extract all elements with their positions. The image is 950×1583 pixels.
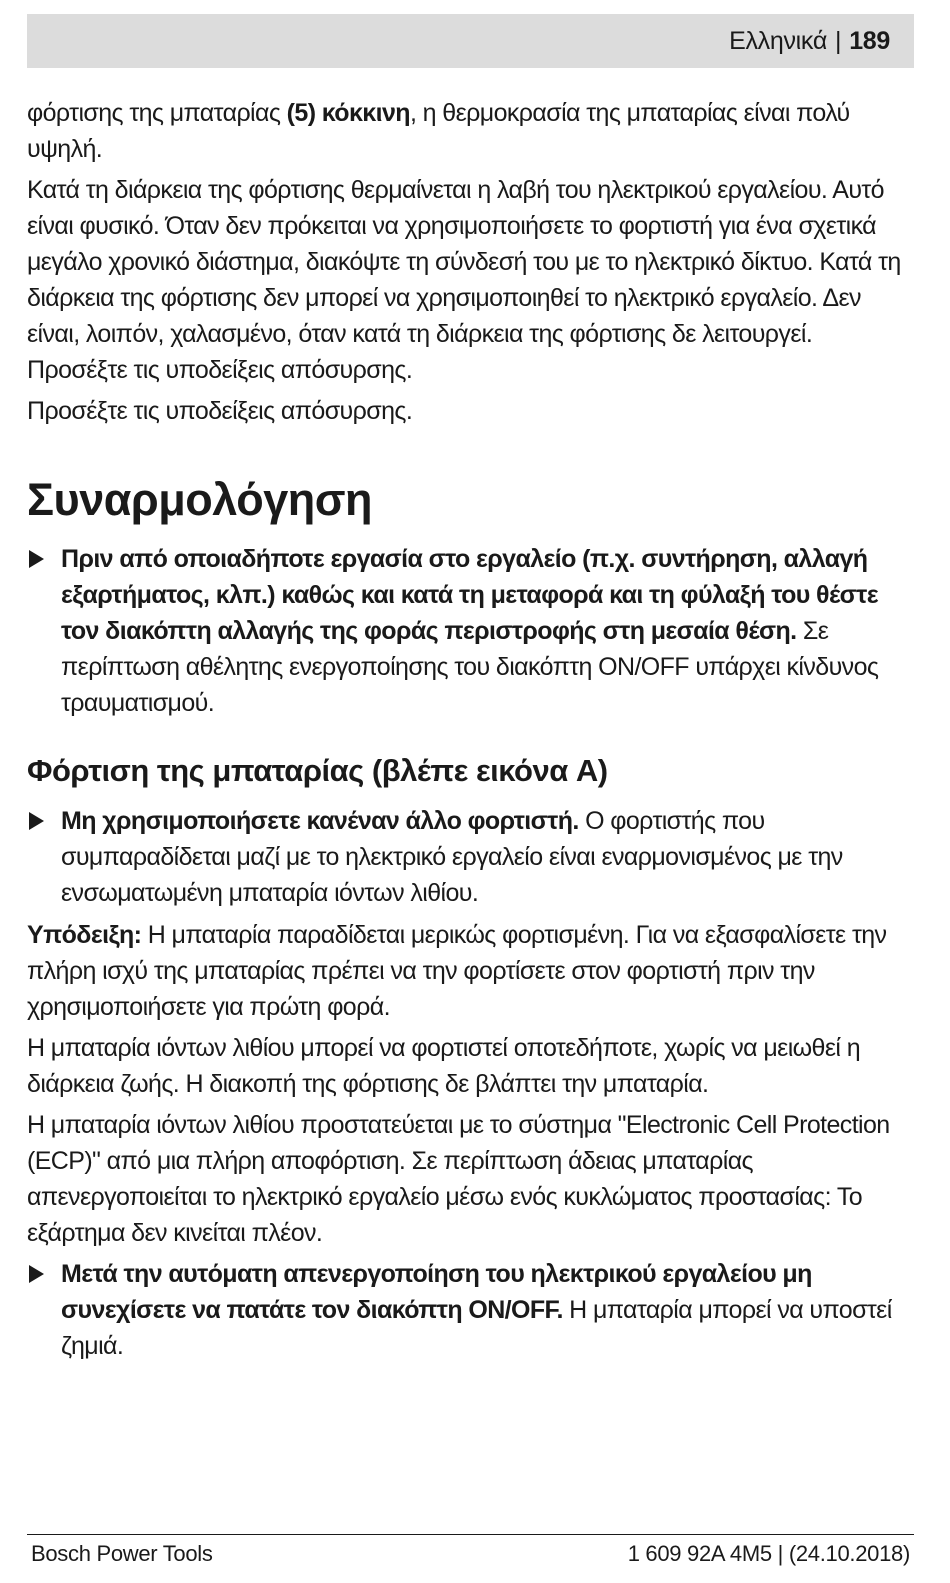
triangle-bullet-icon <box>29 550 44 568</box>
header-separator: | <box>834 26 842 55</box>
page-footer <box>27 1534 914 1567</box>
charger-warning-bold: Μη χρησιμοποιήσετε κανέναν άλλο φορτιστή. <box>61 807 579 835</box>
intro-p1-text: φόρτισης της μπαταρίας <box>27 99 287 127</box>
assembly-warning-bold: Πριν από οποιαδήποτε εργασία στο εργαλείο (π.χ. συντήρηση, αλλαγή εξαρτήματος, κλπ.) καθώς και κατά τη μεταφορά και τη φύλαξή του θέστε τον διακόπτη αλλαγής της φοράς περιστροφής στη μεσαία θέση. <box>61 545 878 645</box>
page-header <box>27 14 914 68</box>
note-label: Υπόδειξη: <box>27 921 142 949</box>
switch-warning-bold: Μετά την αυτόματη απενεργοποίηση του ηλεκτρικού εργαλείου μη συνεχίσετε να πατάτε τον διακόπτη ON/OFF. <box>61 1260 812 1324</box>
footer-doc-id: 1 609 92A 4M5 | (24.10.2018) <box>627 1541 910 1566</box>
switch-warning-text: Η μπαταρία μπορεί να υποστεί ζημιά. <box>61 1296 892 1360</box>
page-number: 189 <box>849 26 890 55</box>
note-paragraph <box>27 917 914 1025</box>
intro-p1-bold: (5) κόκκινη <box>286 99 410 127</box>
assembly-warning-item <box>27 541 914 721</box>
note-text: Η μπαταρία παραδίδεται μερικώς φορτισμένη. Για να εξασφαλίσετε την πλήρη ισχύ της μπαταρίας πρέπει να την φορτίσετε στον φορτιστή πριν την χρησιμοποιήσετε για πρώτη φορά. <box>27 921 887 1021</box>
section-title-charging: Φόρτιση της μπαταρίας (βλέπε εικόνα A) <box>27 753 608 788</box>
intro-p1-text-2: , η θερμοκρασία της μπαταρίας είναι πολύ υψηλή. <box>27 99 850 163</box>
page-body <box>27 95 914 1370</box>
assembly-warning-text: Σε περίπτωση αθέλητης ενεργοποίησης του διακόπτη ON/OFF υπάρχει κίνδυνος τραυματισμού. <box>61 617 879 717</box>
switch-warning-item <box>27 1256 914 1364</box>
intro-paragraph-2: Κατά τη διάρκεια της φόρτισης θερμαίνεται η λαβή του ηλεκτρικού εργαλείου. Αυτό είναι φυσικό. Όταν δεν πρόκειται να χρησιμοποιήσετε το φορτιστή για ένα σχετικά μεγάλο χρονικό διάστημα, διακόψτε τη σύνδεσή του με το ηλεκτρικό δίκτυο. Κατά τη διάρκεια της φόρτισης δεν μπορεί να χρησιμοποιηθεί το ηλεκτρικό εργαλείο. Δεν είναι, λοιπόν, χαλασμένο, όταν κατά τη διάρκεια της φόρτισης δε λειτουργεί. Προσέξτε τις υποδείξεις απόσυρσης. <box>27 176 901 384</box>
header-language: Ελληνικά <box>729 26 827 55</box>
footer-brand: Bosch Power Tools <box>31 1541 213 1566</box>
charging-paragraph-3: Η μπαταρία ιόντων λιθίου προστατεύεται με το σύστημα "Electronic Cell Protection (ECP)" από μια πλήρη αποφόρτιση. Σε περίπτωση άδειας μπαταρίας απενεργοποιείται το ηλεκτρικό εργαλείο μέσω ενός κυκλώματος προστασίας: Το εξάρτημα δεν κινείται πλέον. <box>27 1111 890 1247</box>
intro-paragraph-1 <box>27 95 914 167</box>
intro-paragraph-3: Προσέξτε τις υποδείξεις απόσυρσης. <box>27 397 413 425</box>
charger-warning-item <box>27 803 914 911</box>
triangle-bullet-icon <box>29 812 44 830</box>
charging-paragraph-2: Η μπαταρία ιόντων λιθίου μπορεί να φορτιστεί οποτεδήποτε, χωρίς να μειωθεί η διάρκεια ζωής. Η διακοπή της φόρτισης δε βλάπτει την μπαταρία. <box>27 1034 861 1098</box>
section-title-assembly: Συναρμολόγηση <box>27 474 372 525</box>
charger-warning-text: Ο φορτιστής που συμπαραδίδεται μαζί με το ηλεκτρικό εργαλείο είναι εναρμονισμένος με την ενσωματωμένη μπαταρία ιόντων λιθίου. <box>61 807 843 907</box>
triangle-bullet-icon <box>29 1265 44 1283</box>
